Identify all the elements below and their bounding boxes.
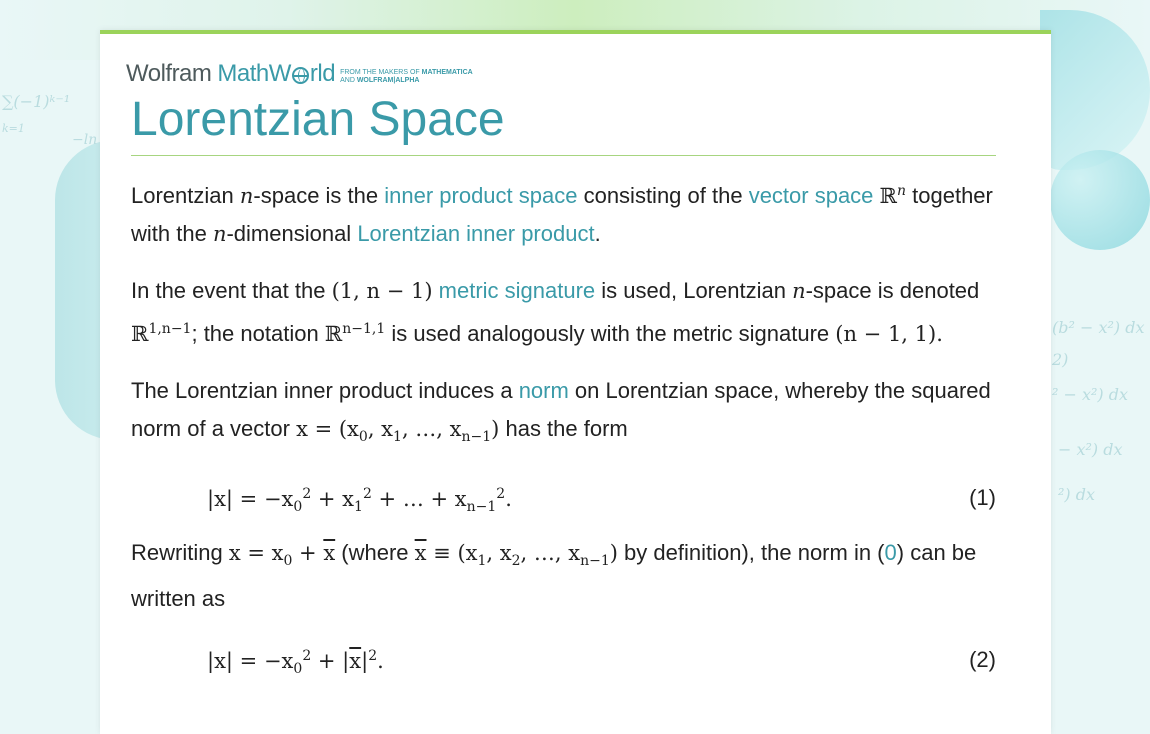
math-signature: (n − 1, 1).	[835, 322, 943, 346]
tagline-text: FROM THE MAKERS OF	[340, 69, 420, 76]
text: .	[594, 221, 601, 246]
math-variable: n	[212, 222, 227, 246]
link-inner-product-space[interactable]: inner product space	[384, 183, 578, 208]
background-formula: −ln	[72, 132, 98, 148]
math-superscript: 2	[302, 486, 312, 503]
title-divider	[131, 155, 996, 156]
text: on Lorentzian space, whereby the squared norm of a vector	[131, 378, 991, 441]
math-expr: |x| = −x	[207, 649, 294, 674]
math-subscript: 1	[354, 499, 363, 516]
math-expr: |	[361, 649, 369, 674]
math-xbar: $\overline{x}$	[323, 541, 336, 566]
math-expr: + |	[311, 649, 350, 674]
link-vector-space[interactable]: vector space	[748, 183, 874, 208]
math-superscript: 2	[496, 486, 506, 503]
math-expression	[228, 541, 336, 570]
background-formula: ∑(−1)ᵏ⁻¹	[2, 92, 71, 111]
math-expr: ≡ (x	[426, 541, 478, 566]
background-formula: ² − x²) dx	[1052, 385, 1129, 404]
equation-expression	[207, 637, 384, 688]
equation-1	[131, 475, 996, 515]
math-expr: )	[609, 541, 618, 566]
text: -space is the	[253, 183, 385, 208]
math-expr: +	[292, 541, 324, 566]
math-subscript: n−1	[580, 553, 610, 570]
math-expr: )	[491, 417, 500, 441]
text: by definition), the norm in (	[617, 540, 885, 566]
link-norm[interactable]: norm	[518, 378, 569, 403]
text: The Lorentzian inner product induces a	[131, 378, 519, 403]
logo-tagline	[340, 69, 473, 85]
logo-wolfram: Wolfram	[126, 60, 212, 87]
math-subscript: n−1	[466, 499, 497, 516]
math-expr: + x	[311, 487, 355, 512]
background-formula: 2)	[1052, 350, 1069, 369]
article-body	[131, 172, 996, 696]
link-lorentzian-inner-product[interactable]: Lorentzian inner product	[357, 221, 595, 246]
math-superscript: 2	[302, 648, 312, 665]
math-subscript: 0	[293, 499, 303, 516]
math-expr: , x	[367, 417, 394, 441]
text: -dimensional	[226, 221, 358, 246]
link-equation-ref[interactable]: 0	[884, 540, 897, 566]
math-expr: , x	[486, 541, 512, 566]
background-formula: ²) dx	[1058, 485, 1096, 504]
logo-mathworld-part: rld	[309, 60, 336, 87]
background-formula: k=1	[2, 122, 25, 135]
math-xbar: $\overline{x}$	[414, 541, 427, 566]
text: is used analogously with the metric signature	[385, 321, 836, 346]
paragraph-norm	[131, 372, 996, 456]
text: (where	[335, 540, 415, 566]
math-subscript: 0	[293, 661, 303, 678]
equation-2	[131, 637, 996, 677]
paragraph-rewriting	[131, 534, 996, 618]
paragraph-signature	[131, 272, 996, 353]
math-subscript: 1	[393, 429, 402, 446]
math-signature: (1, n − 1)	[331, 279, 433, 303]
math-symbol: ℝ	[324, 322, 343, 346]
math-subscript: 1	[477, 553, 487, 570]
text: -space is denoted	[805, 278, 980, 303]
math-vector	[296, 417, 500, 446]
math-variable: n	[239, 184, 254, 208]
math-expr: |x| = −x	[207, 487, 294, 512]
math-reals	[131, 322, 191, 346]
equation-number: (1)	[969, 485, 996, 511]
math-superscript: 2	[362, 486, 372, 503]
logo-mathworld	[217, 60, 335, 88]
globe-icon	[292, 67, 309, 84]
background-formula: − x²) dx	[1058, 440, 1123, 459]
background-formula: (b² − x²) dx	[1052, 318, 1145, 337]
text: is used, Lorentzian	[595, 278, 793, 303]
page-title: Lorentzian Space	[131, 93, 505, 146]
math-subscript: 2	[511, 553, 521, 570]
text: has the form	[499, 416, 628, 441]
equation-expression	[207, 475, 512, 526]
text: Lorentzian	[131, 183, 240, 208]
math-expr: .	[505, 487, 512, 512]
math-expr: + … + x	[371, 487, 467, 512]
link-metric-signature[interactable]: metric signature	[438, 278, 596, 303]
text: ; the notation	[191, 321, 325, 346]
math-symbol: ℝ	[131, 322, 149, 346]
tagline-text: AND	[340, 77, 355, 84]
math-superscript: n−1,1	[342, 321, 386, 337]
math-superscript: n	[897, 183, 907, 199]
background-torus-right	[1050, 150, 1150, 250]
math-subscript: 0	[358, 429, 368, 446]
text: together with the	[131, 183, 993, 246]
math-expr: x = x	[228, 541, 284, 566]
math-expr: , …, x	[520, 541, 581, 566]
text: ) can be written as	[131, 540, 977, 612]
text: consisting of the	[577, 183, 749, 208]
article-card	[100, 30, 1051, 734]
math-superscript: 1,n−1	[148, 321, 192, 337]
tagline-text: WOLFRAM|ALPHA	[356, 77, 420, 84]
tagline-text: MATHEMATICA	[421, 69, 473, 76]
math-definition	[414, 541, 618, 570]
text: In the event that the	[131, 278, 332, 303]
math-xbar: $\overline{x}$	[349, 649, 362, 674]
text: Rewriting	[131, 540, 229, 566]
math-expr: , …, x	[401, 417, 462, 441]
math-expr: .	[377, 649, 384, 674]
math-symbol: ℝ	[879, 184, 897, 208]
equation-number: (2)	[969, 647, 996, 673]
site-logo[interactable]	[126, 60, 473, 88]
math-expr: x = (x	[296, 417, 359, 441]
math-variable: n	[792, 279, 806, 303]
math-reals	[325, 322, 385, 346]
logo-mathworld-part: MathW	[217, 60, 291, 87]
paragraph-definition	[131, 172, 996, 253]
math-reals	[880, 184, 906, 208]
math-superscript: 2	[368, 648, 378, 665]
math-subscript: n−1	[461, 429, 492, 446]
math-subscript: 0	[283, 553, 293, 570]
